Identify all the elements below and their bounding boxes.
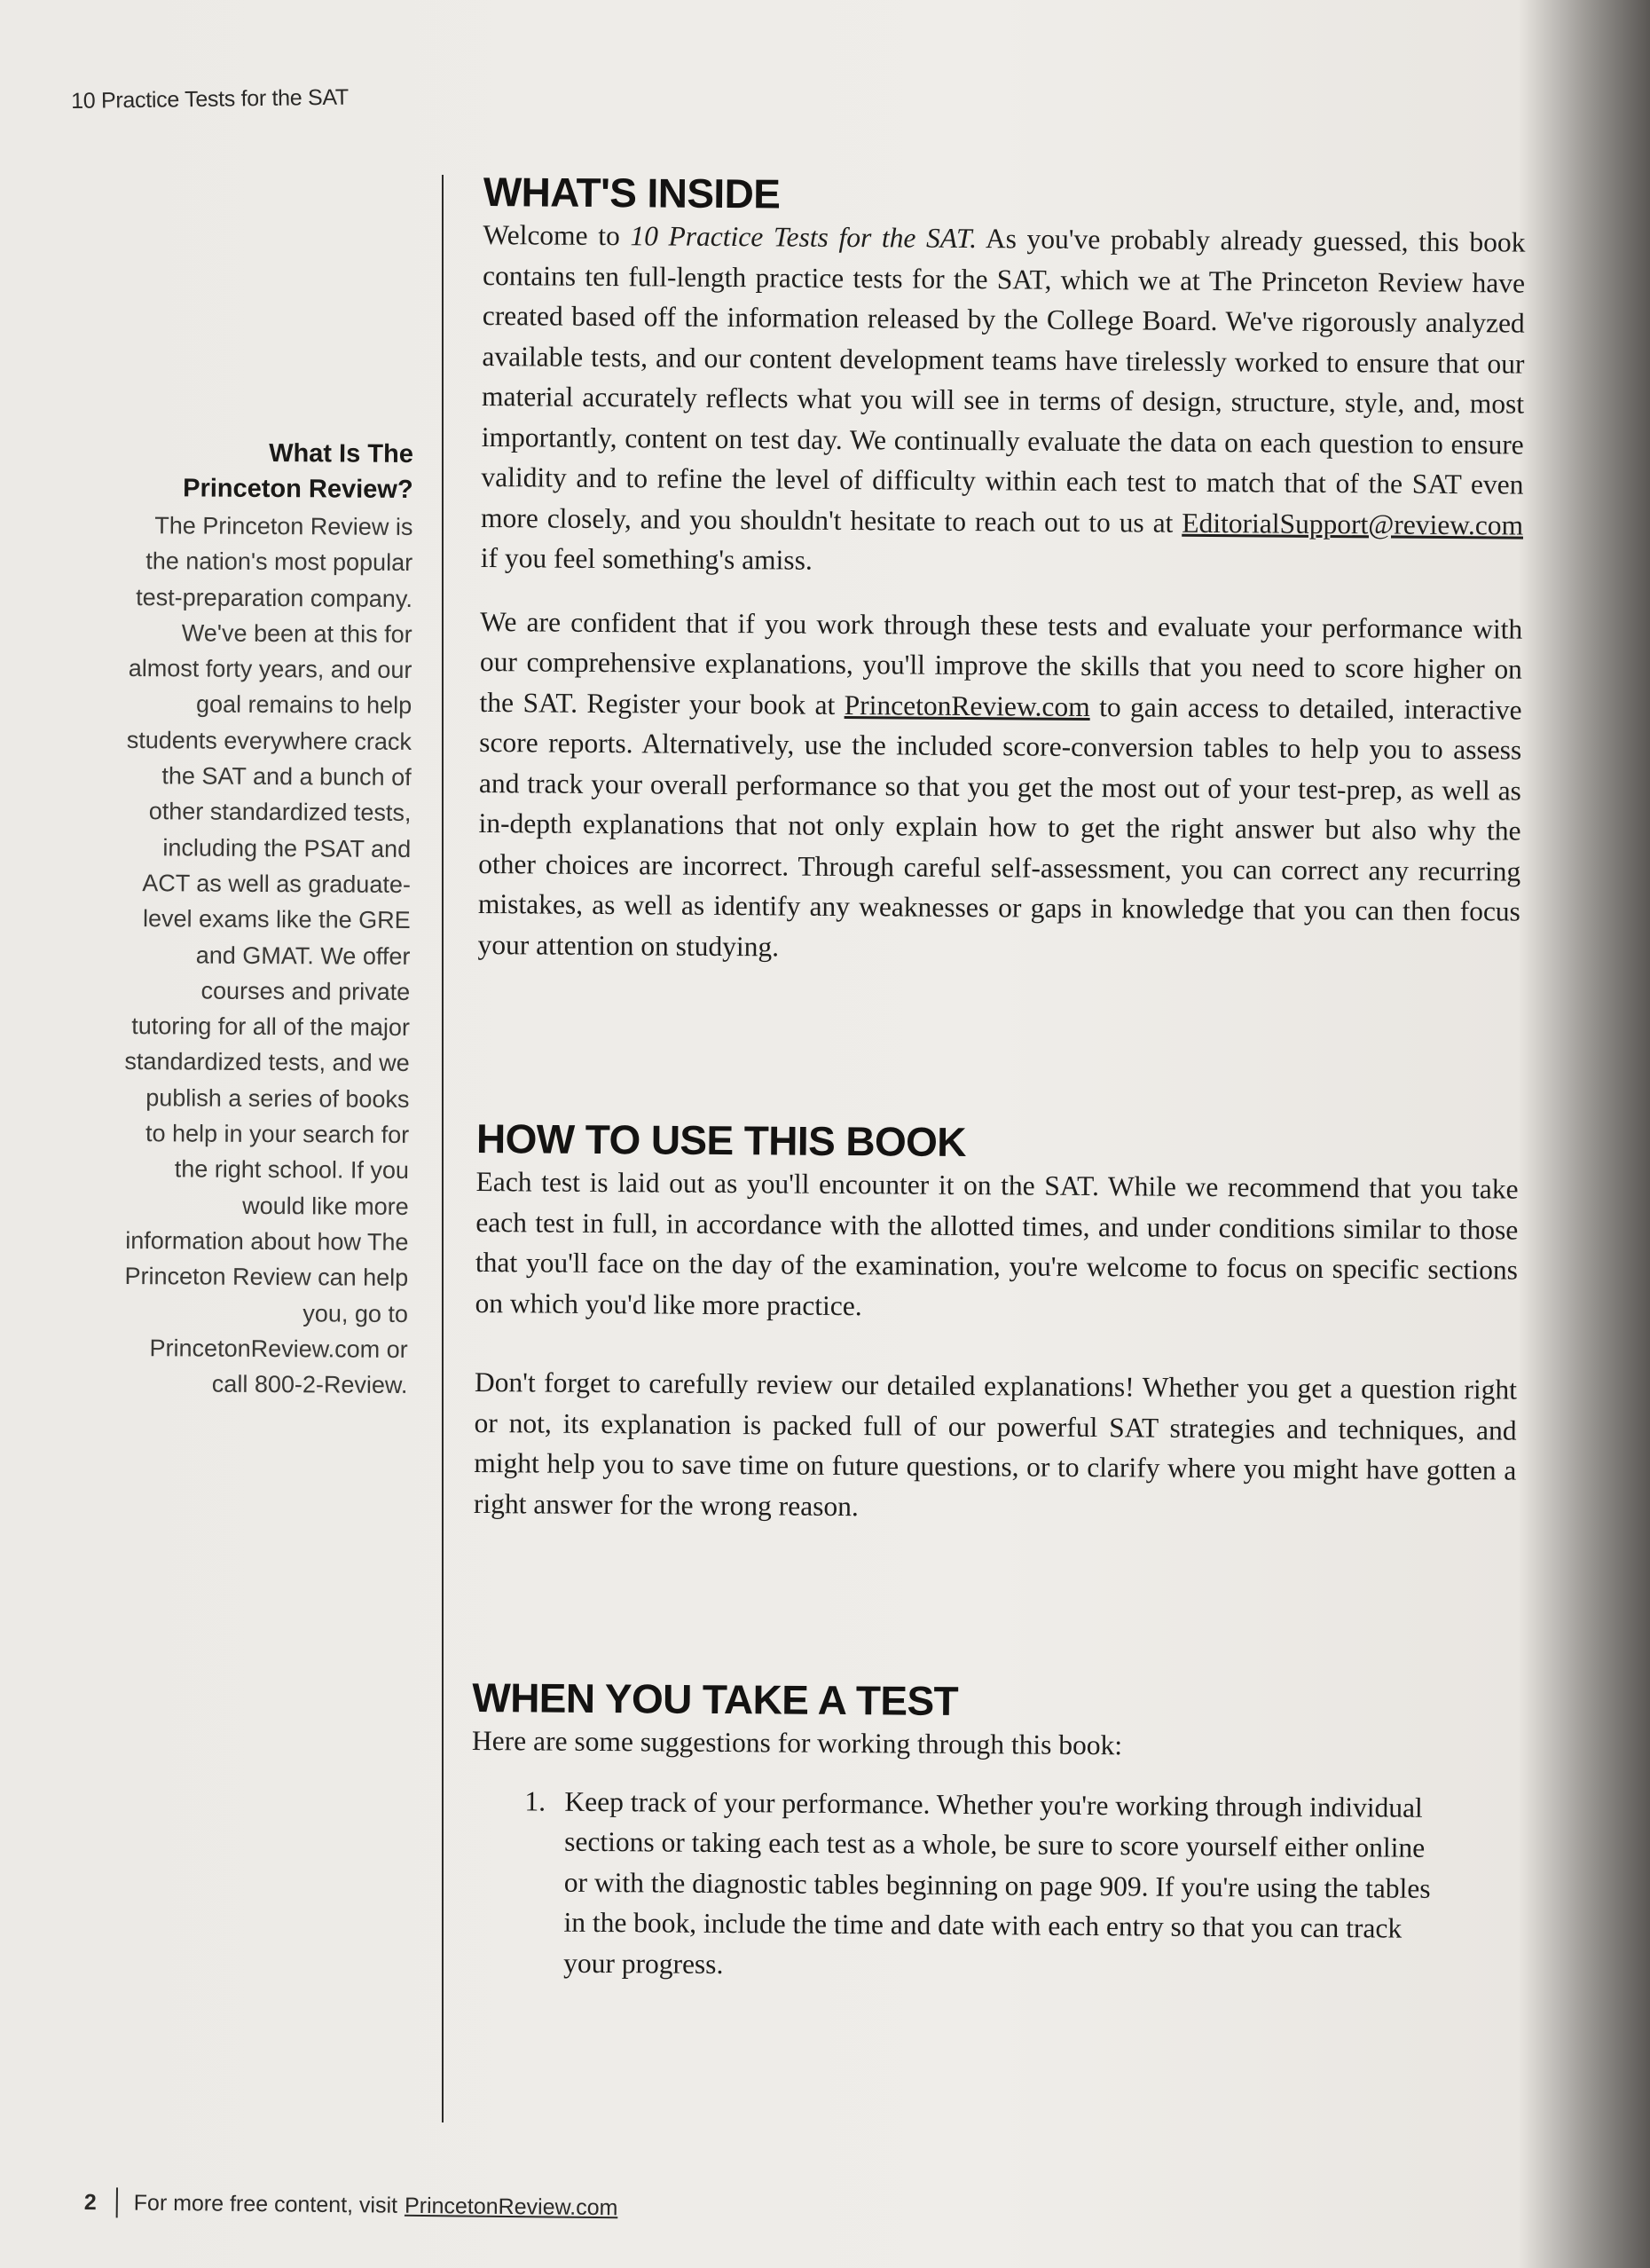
vertical-divider (442, 175, 444, 2122)
sidebar-body: The Princeton Review is the nation's most popular test-preparation company. We've been at this for almost forty years, and our goal remains to help students everywhere crack the SAT and a bunch of other standardized tests, including the PSAT and ACT as well as graduate-level exams like the GRE and GMAT. We offer courses and private tutoring for all of the major standardized tests, and we publish a series of books to help in your search for the right school. If you would like more information about how The Princeton Review can help you, go to PrincetonReview.com or call 800-2-Review. (124, 512, 413, 1399)
editorial-support-email-link[interactable]: EditorialSupport@review.com (1182, 507, 1524, 541)
section-when-you-take-a-test (470, 1674, 1515, 1990)
whats-inside-paragraph-1 (481, 215, 1526, 586)
running-head: 10 Practice Tests for the SAT (71, 84, 350, 114)
section-whats-inside (477, 169, 1526, 973)
whats-inside-p1-text-c: if you feel something's amiss. (480, 541, 813, 576)
sidebar-what-is-princeton-review (118, 435, 413, 1403)
whats-inside-paragraph-2 (477, 601, 1522, 972)
book-title: 10 Practice Tests for the SAT. (630, 220, 978, 255)
list-item-number: 1. (524, 1784, 546, 1817)
section-how-to-use (474, 1115, 1519, 1532)
princeton-review-register-link[interactable]: PrincetonReview.com (844, 689, 1090, 722)
when-take-intro: Here are some suggestions for working through this book: (471, 1724, 1123, 1761)
sidebar-title (124, 435, 413, 508)
page-footer (84, 2187, 618, 2223)
list-item (470, 1780, 1514, 1989)
whats-inside-p2-text-a: We are confident that if you work through these tests and evaluate your performance with our comprehensive explanations, you'll improve the skills that you need to score higher on the SAT. Register your book at (479, 605, 1523, 721)
whats-inside-p2-text-b: to gain access to detailed, interactive score reports. Alternatively, use the included score-conversion tables to help you to assess and track your overall performance so that you get the most out of your test-prep, as well as in-depth explanations that not only explain how to get the right answer but also why the other choices are incorrect. Through careful self-assessment, you can correct any recurring mistakes, as well as identify any weaknesses or gaps in knowledge that you can then focus your attention on studying. (477, 690, 1522, 962)
footer-divider (116, 2187, 118, 2217)
heading-how-to-use: HOW TO USE THIS BOOK (475, 1114, 967, 1166)
list-item-text: Keep track of your performance. Whether you're working through individual sections or taking each test as a whole, be sure to score yourself either online or with the diagnostic tables beginning on page 909. If you're using the tables in the book, include the time and date with each entry so that you can track your progress. (563, 1785, 1431, 1980)
sidebar-title-line1: What Is The (269, 439, 413, 469)
footer-website-link[interactable]: PrincetonReview.com (404, 2193, 618, 2220)
suggestions-list (470, 1780, 1514, 1989)
footer-text: For more free content, visit (133, 2190, 398, 2218)
page-number: 2 (83, 2189, 97, 2215)
how-to-use-paragraph-2: Don't forget to carefully review our detailed explanations! Whether you get a question right or not, its explanation is packed full of our powerful SAT strategies and techniques, and might help you to save time on future questions, or to clarify where you might have gotten a right answer for the wrong reason. (473, 1366, 1518, 1522)
whats-inside-p1-text-a: Welcome to (483, 218, 631, 252)
heading-whats-inside: WHAT'S INSIDE (483, 169, 781, 217)
how-to-use-paragraph-1: Each test is laid out as you'll encounter it on the SAT. While we recommend that you take each test in full, in accordance with the allotted times, and under conditions similar to those that you'll face on the day of the examination, you're welcome to focus on specific sections on which you'd like more practice. (475, 1165, 1519, 1321)
heading-when-you-take-a-test: WHEN YOU TAKE A TEST (472, 1673, 959, 1724)
sidebar-title-line2: Princeton Review? (183, 474, 413, 504)
main-content (470, 169, 1526, 1990)
whats-inside-p1-text-b: As you've probably already guessed, this book contains ten full-length practice tests for the SAT, which we at The Princeton Review have created based off the information released by the College Board. We've rigorously analyzed available tests, and our content development teams have tirelessly worked to ensure that our material accurately reflects what you will see in terms of design, structure, style, and, most importantly, content on test day. We continually evaluate the data on each question to ensure validity and to refine the level of difficulty within each test to match that of the SAT even more closely, and you shouldn't hesitate to reach out to us at (480, 223, 1526, 539)
